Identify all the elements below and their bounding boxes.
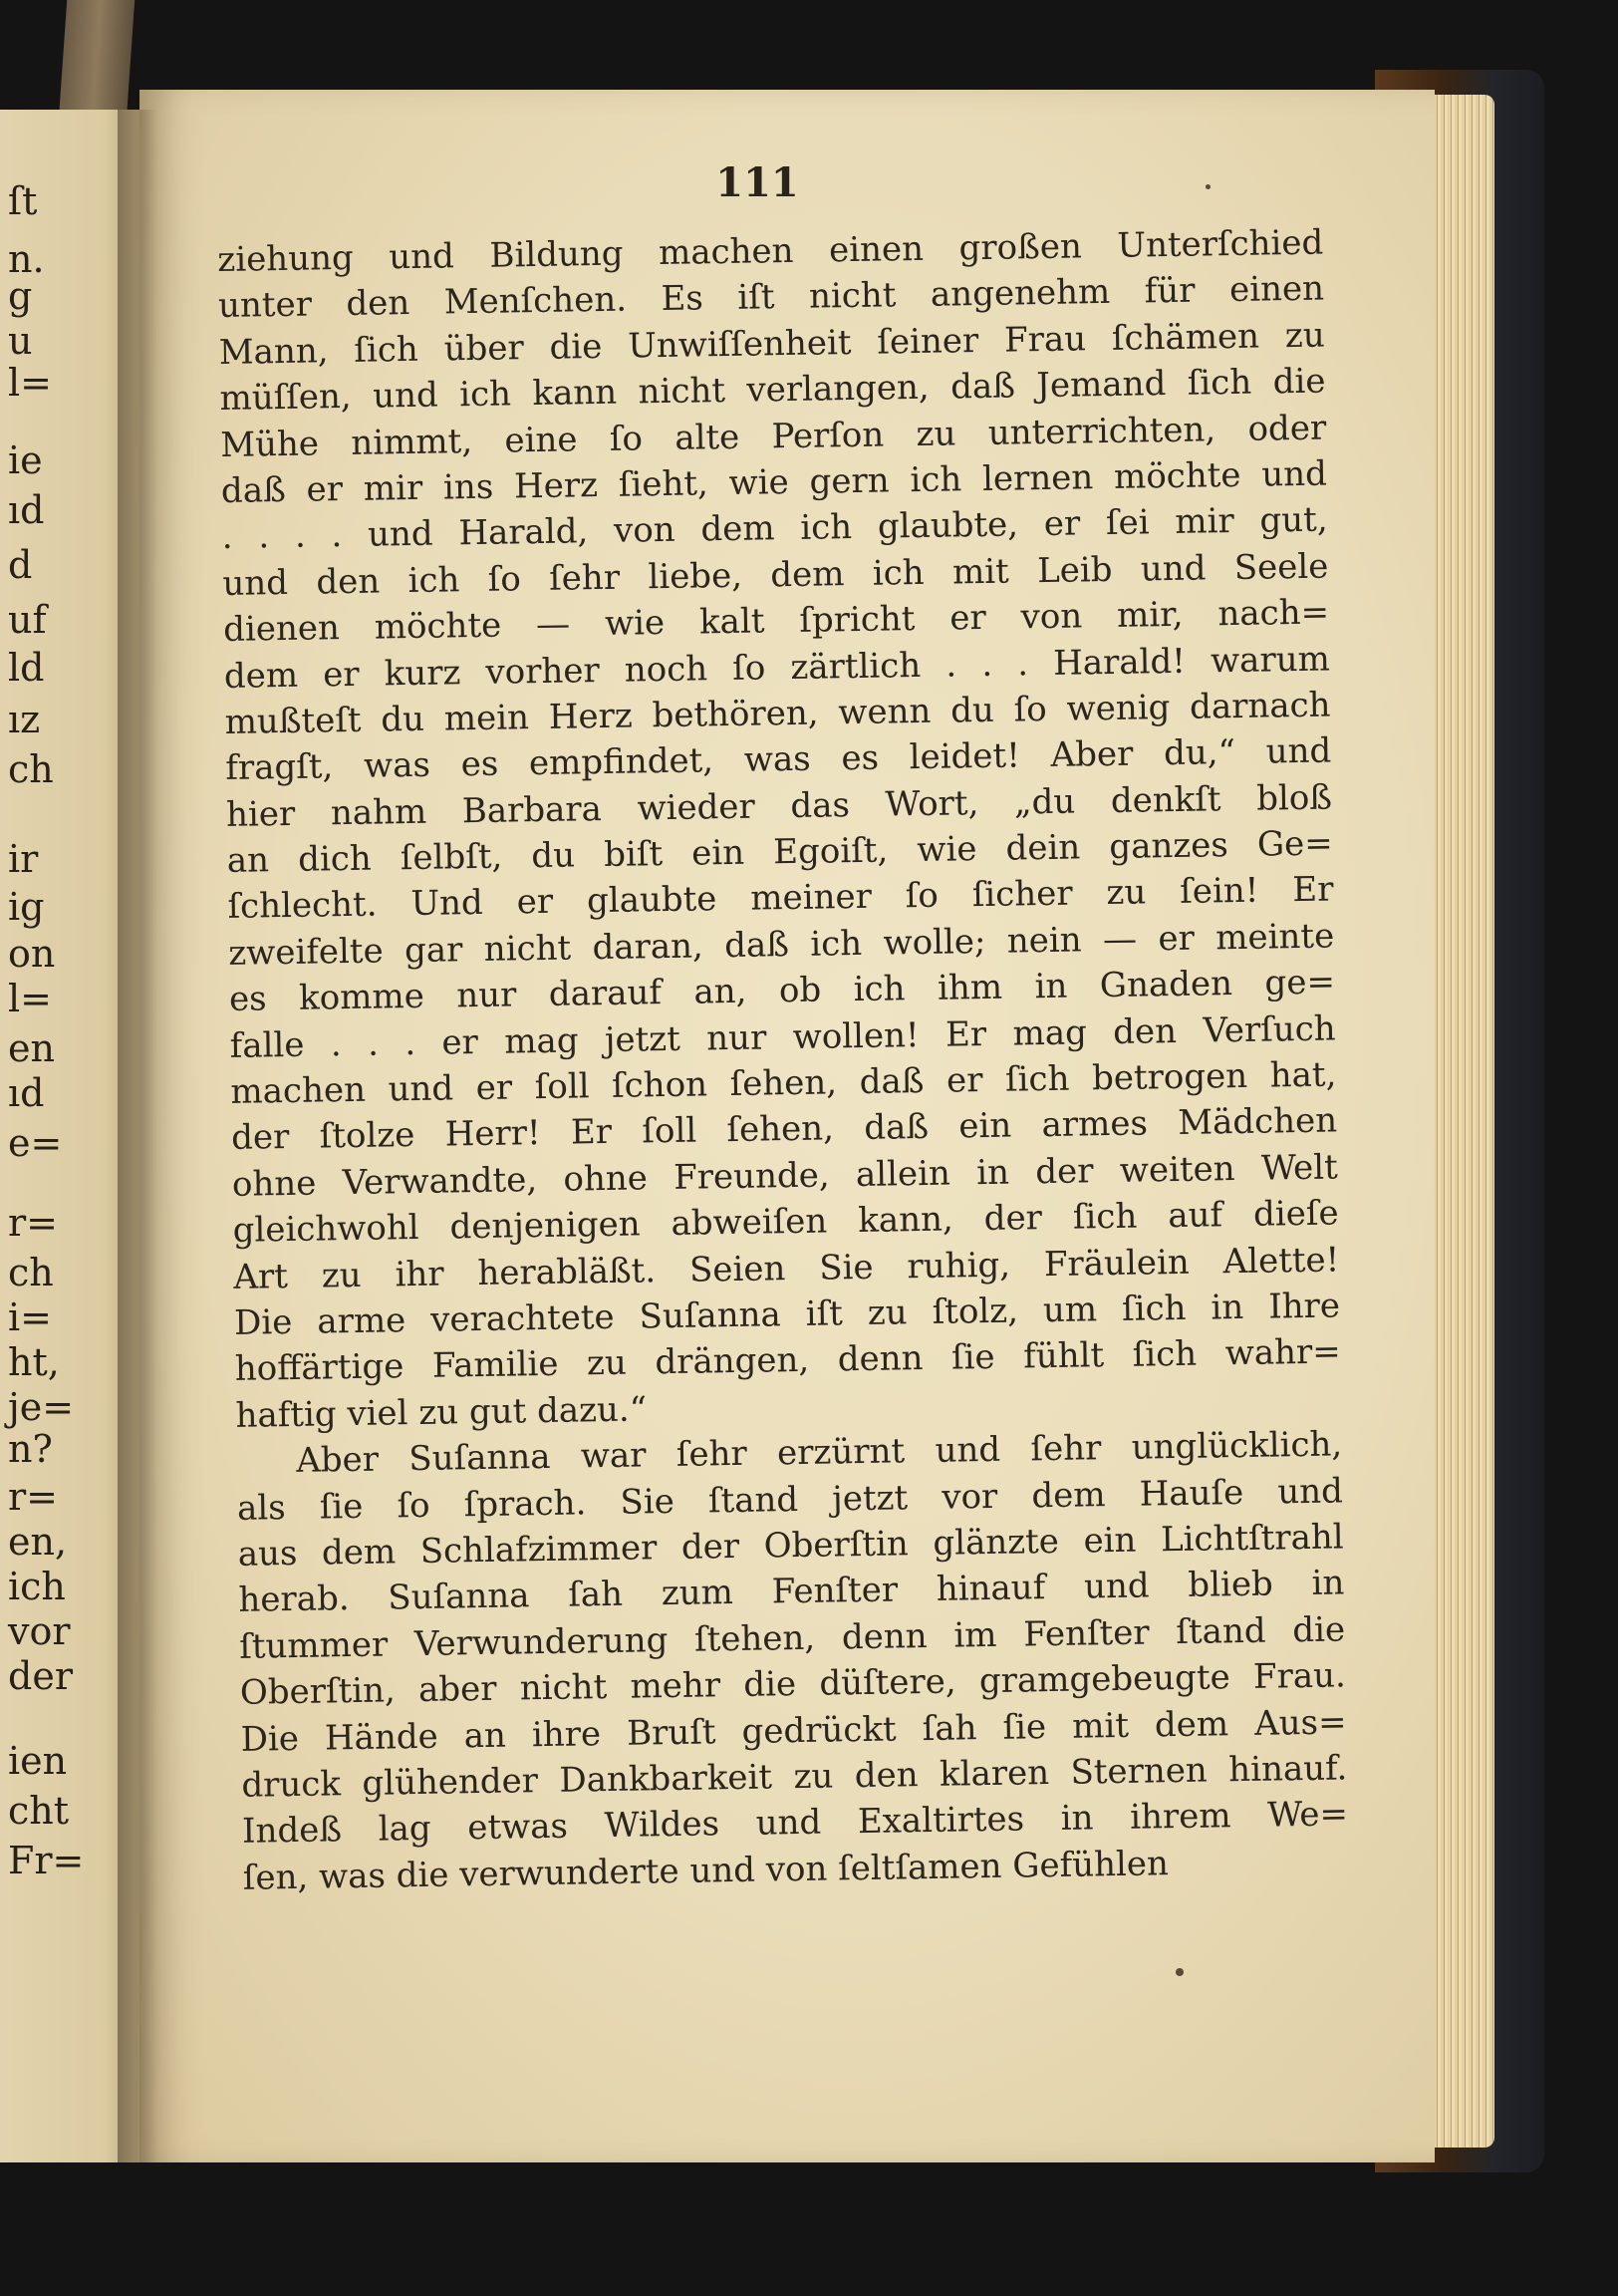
left-page-text-fragment: ſt bbox=[8, 179, 38, 223]
left-page-text-fragment: der bbox=[8, 1654, 73, 1698]
text-line: ſen, was die verwunderte und von ſeltſamen Gefühlen bbox=[242, 1843, 1170, 1898]
text-line: ſchlecht. Und er glaubte meiner ſo ſicher zu ſein! Er bbox=[227, 869, 1334, 928]
left-page-text-fragment: l= bbox=[8, 361, 52, 405]
paper-speck bbox=[1176, 1968, 1184, 1976]
text-line: gleichwohl denjenigen abweiſen kann, der ſich auf dieſe bbox=[232, 1193, 1339, 1252]
text-line: zweifelte gar nicht daran, daß ich wolle; nein — er meinte bbox=[227, 916, 1335, 974]
page-text-block bbox=[217, 220, 1349, 1901]
left-page-text-fragment: ht, bbox=[8, 1340, 60, 1384]
left-page-text-fragment: vor bbox=[8, 1609, 71, 1653]
text-line: Art zu ihr herabläßt. Seien Sie ruhig, Fräulein Alette! bbox=[233, 1240, 1340, 1297]
text-line: dienen möchte — wie kalt ſpricht er von mir, nach= bbox=[222, 592, 1330, 651]
text-line: Die arme verachtete Suſanna iſt zu ſtolz, um ſich in Ihre bbox=[233, 1286, 1341, 1343]
left-page-text-fragment: ie bbox=[8, 438, 43, 482]
book-gutter bbox=[118, 110, 157, 2162]
left-page-text-fragment: ch bbox=[8, 1251, 54, 1294]
left-page-text-fragment: en bbox=[8, 1026, 55, 1070]
text-line: aus dem Schlafzimmer der Oberſtin glänzte ein Lichtſtrahl bbox=[237, 1517, 1344, 1575]
text-line: hier nahm Barbara wieder das Wort, „du denkſt bloß bbox=[225, 777, 1333, 835]
left-page-text-fragment: r= bbox=[8, 1201, 59, 1245]
text-line: an dich ſelbſt, du biſt ein Egoiſt, wie dein ganzes Ge= bbox=[226, 823, 1334, 881]
left-page-text-fragment: n. bbox=[8, 237, 45, 281]
text-line: fragſt, was es empfindet, was es leidet! Aber du,“ und bbox=[225, 730, 1332, 789]
left-page-text-fragment: ien bbox=[8, 1739, 68, 1783]
left-page-text-fragment: ich bbox=[8, 1565, 66, 1608]
text-line: ziehung und Bildung machen einen großen Unterſchied bbox=[217, 222, 1324, 280]
text-line: herab. Suſanna ſah zum Fenſter hinauf und blieb in bbox=[238, 1563, 1345, 1621]
text-line: falle . . . er mag jetzt nur wollen! Er mag den Verſuch bbox=[229, 1008, 1336, 1066]
left-page-text-fragment: r= bbox=[8, 1475, 59, 1519]
left-page-text-fragment: n? bbox=[8, 1427, 53, 1471]
text-line: müſſen, und ich kann nicht verlangen, daß Jemand ſich die bbox=[219, 361, 1326, 420]
left-page-text-fragment: ld bbox=[8, 646, 45, 690]
left-page-text-fragment: Fr= bbox=[8, 1839, 85, 1882]
text-line: unter den Menſchen. Es iſt nicht angenehm für einen bbox=[217, 268, 1325, 327]
text-line: Indeß lag etwas Wildes und Exaltirtes in ihrem We= bbox=[241, 1794, 1349, 1853]
left-page-text-fragment: d bbox=[8, 543, 33, 587]
left-page-text-fragment: ız bbox=[8, 698, 41, 741]
left-page-text-fragment: on bbox=[8, 932, 56, 976]
text-line: haftig viel zu gut dazu.“ bbox=[235, 1389, 648, 1436]
page-number: 111 bbox=[715, 159, 799, 206]
left-page-text-fragment: en, bbox=[8, 1520, 68, 1564]
text-line: als ſie ſo ſprach. Sie ſtand jetzt vor dem Hauſe und bbox=[236, 1470, 1344, 1529]
text-line: dem er kurz vorher noch ſo zärtlich . . . Harald! warum bbox=[223, 639, 1331, 697]
left-page-text-fragment: uf bbox=[8, 598, 47, 642]
left-page-text-fragment: je= bbox=[8, 1385, 75, 1429]
left-page-text-fragment: e= bbox=[8, 1121, 63, 1165]
text-line: druck glühender Dankbarkeit zu den klaren Sternen hinauf. bbox=[241, 1748, 1348, 1806]
text-line: der ſtolze Herr! Er ſoll ſehen, daß ein armes Mädchen bbox=[230, 1100, 1338, 1159]
left-page-text-fragment: l= bbox=[8, 977, 52, 1020]
left-page-text-fragment: cht bbox=[8, 1789, 70, 1833]
text-line: ſtummer Verwunderung ſtehen, denn im Fenſter ſtand die bbox=[238, 1609, 1346, 1667]
text-line: daß er mir ins Herz ſieht, wie gern ich lernen möchte und bbox=[220, 453, 1328, 511]
text-line: mußteſt du mein Herz bethören, wenn du ſo wenig darnach bbox=[224, 685, 1331, 742]
left-page-text-fragment: u bbox=[8, 319, 33, 363]
text-line: Mühe nimmt, eine ſo alte Perſon zu unterrichten, oder bbox=[219, 408, 1327, 465]
text-line: ohne Verwandte, ohne Freunde, allein in der weiten Welt bbox=[231, 1147, 1339, 1205]
left-page-text-fragment: ch bbox=[8, 747, 54, 791]
left-page-text-fragment: ıd bbox=[8, 488, 45, 532]
text-line: Die Hände an ihre Bruſt gedrückt ſah ſie mit dem Aus= bbox=[240, 1701, 1347, 1760]
paper-speck bbox=[1206, 184, 1211, 189]
text-line: es komme nur darauf an, ob ich ihm in Gnaden ge= bbox=[228, 962, 1336, 1020]
text-line: machen und er ſoll ſchon ſehen, daß er ſich betrogen hat, bbox=[230, 1054, 1337, 1112]
left-page-text-fragment: i= bbox=[8, 1295, 52, 1339]
left-page-text-fragment: ig bbox=[8, 885, 45, 929]
left-page-text-fragment: g bbox=[8, 274, 33, 318]
text-line: Aber Suſanna war ſehr erzürnt und ſehr unglücklich, bbox=[295, 1424, 1343, 1482]
left-page-text-fragment: ıd bbox=[8, 1071, 45, 1115]
text-line: . . . . und Harald, von dem ich glaubte, er ſei mir gut, bbox=[221, 499, 1328, 558]
text-line: Mann, ſich über die Unwiſſenheit ſeiner Frau ſchämen zu bbox=[218, 315, 1325, 373]
text-line: hoffärtige Familie zu drängen, denn ſie fühlt ſich wahr= bbox=[234, 1331, 1342, 1390]
text-line: und den ich ſo ſehr liebe, dem ich mit Leib und Seele bbox=[222, 546, 1329, 604]
text-line: Oberſtin, aber nicht mehr die düſtere, gramgebeugte Frau. bbox=[239, 1655, 1347, 1713]
left-page-text-fragment: ir bbox=[8, 837, 39, 881]
